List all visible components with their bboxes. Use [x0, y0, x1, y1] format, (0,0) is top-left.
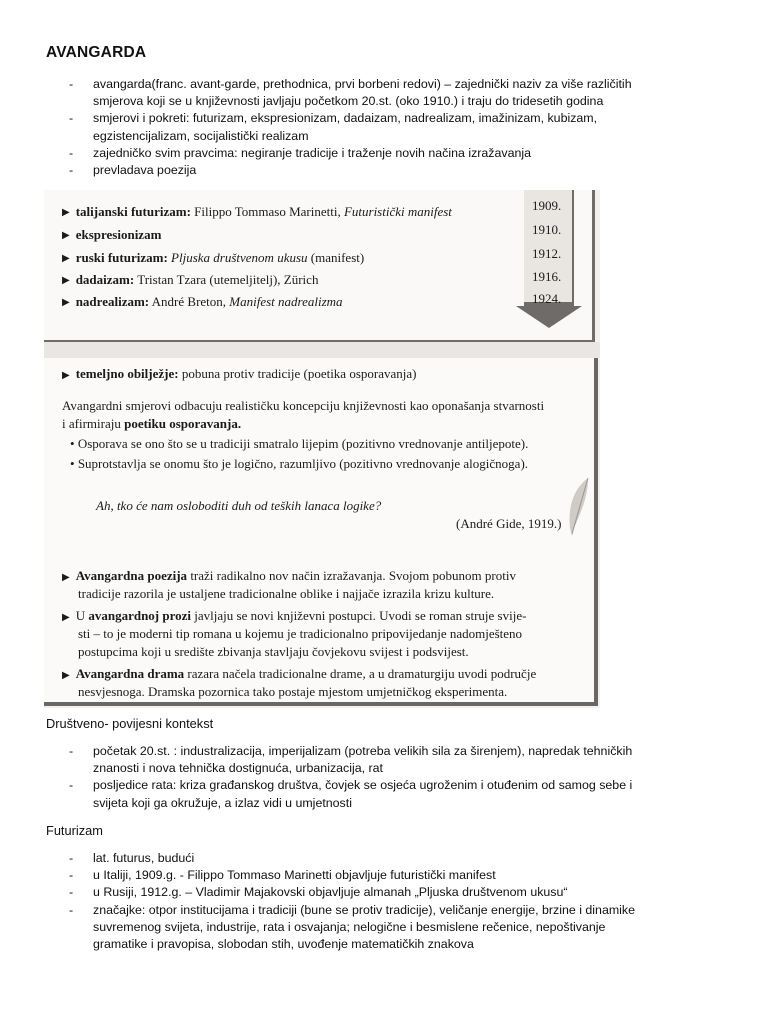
list-item: - smjerovi i pokreti: futurizam, ekspresionizam, dadaizam, nadrealizam, imažinizam, kubizam, egzistencijalizam, socijalistički realizam: [69, 111, 598, 143]
movement-row: ▶ ruski futurizam: Pljuska društvenom ukusu (manifest): [62, 250, 365, 265]
list-item: - značajke: otpor institucijama i tradiciji (bune se protiv tradicije), veličanje energije, brzine i dinamike suvremenog svijeta, industrije, rata i osvajanja; nelogične i besmislene rečenice, nepoštivanje gramatike i pravopisa, slobodan stih, uvođenje matematičkih znakova: [69, 902, 635, 952]
prose-line: postupcima koji u središte zbivanja stavljaju čovjekovu svijest i podsvijest.: [78, 644, 469, 659]
drama-line: nesvjesnoga. Dramska pozornica tako postaje mjestom umjetničkog eksperimenta.: [78, 684, 508, 699]
poetry-line: ▶ Avangardna poezija traži radikalno nov način izražavanja. Svojom pobunom protiv: [62, 568, 516, 583]
feature-line: ▶ temeljno obilježje: pobuna protiv tradicije (poetika osporavanja): [62, 366, 417, 381]
quote-source: (André Gide, 1919.): [456, 516, 562, 531]
bullet-line: • Osporava se ono što se u tradiciji smatralo lijepim (pozitivno vrednovanje antiljepote).: [70, 436, 529, 451]
movement-row: ▶ ekspresionizam: [62, 227, 162, 242]
paragraph-line: Avangardni smjerovi odbacuju realističku koncepciju književnosti kao oponašanja stvarnosti: [62, 398, 545, 413]
list-item: - prevladava poezija: [69, 163, 197, 178]
year-label: 1924.: [532, 291, 562, 306]
movement-row: ▶ nadrealizam: André Breton, Manifest nadrealizma: [62, 294, 343, 309]
list-item: - lat. futurus, budući: [69, 851, 195, 865]
context-list: [46, 743, 706, 812]
page-title: AVANGARDA: [46, 44, 147, 61]
year-label: 1910.: [532, 222, 562, 237]
movement-row: ▶ talijanski futurizam: Filippo Tommaso Marinetti, Futuristički manifest: [62, 204, 452, 219]
scanned-textbook-excerpt: [44, 190, 600, 708]
year-label: 1909.: [532, 198, 562, 213]
characteristics-box: [44, 358, 598, 706]
prose-line: ▶ U avangardnoj prozi javljaju se novi književni postupci. Uvodi se roman struje svije-: [62, 608, 527, 623]
intro-list: [46, 76, 706, 179]
movement-row: ▶ dadaizam: Tristan Tzara (utemeljitelj), Zürich: [62, 272, 319, 287]
section-heading: Društveno- povijesni kontekst: [46, 716, 214, 731]
paragraph-line: i afirmiraju poetiku osporavanja.: [62, 416, 242, 431]
movements-box: [44, 190, 595, 343]
futurism-list: [46, 850, 706, 953]
list-item: - u Italiji, 1909.g. - Filippo Tommaso Marinetti objavljuje futuristički manifest: [69, 868, 496, 883]
drama-line: ▶ Avangardna drama razara načela tradicionalne drame, a u dramaturgiju uvodi područje: [62, 666, 537, 681]
list-item: - posljedice rata: kriza građanskog društva, čovjek se osjeća ugroženim i otuđenim od samog sebe i svijeta koji ga okružuje, a izlaz vidi u umjetnosti: [69, 778, 633, 810]
bullet-line: • Suprotstavlja se onomu što je logično, razumljivo (pozitivno vrednovanje alogičnoga).: [70, 456, 529, 471]
list-item: - u Rusiji, 1912.g. – Vladimir Majakovski objavljuje almanah „Pljuska društvenom ukusu“: [69, 885, 568, 900]
poetry-line: tradicije razorila je ustaljene tradicionalne oblike i najjače izrazila krizu kulture.: [78, 586, 495, 601]
section-heading: Futurizam: [46, 823, 103, 838]
list-item: - avangarda(franc. avant-garde, prethodnica, prvi borbeni redovi) – zajednički naziv za više različitih smjerova koji se u književnosti javljaju početkom 20.st. (oko 1910.) i traju do tridesetih godina: [69, 77, 632, 109]
feather-icon: [566, 476, 592, 538]
year-label: 1912.: [532, 246, 562, 261]
year-label: 1916.: [532, 269, 562, 284]
scan-divider: [44, 342, 600, 358]
list-item: - zajedničko svim pravcima: negiranje tradicije i traženje novih načina izražavanja: [69, 145, 532, 160]
quote-text: Ah, tko će nam osloboditi duh od teških lanaca logike?: [96, 498, 382, 513]
list-item: - početak 20.st. : industralizacija, imperijalizam (potreba velikih sila za širenjem), napredak tehničkih znanosti i nova tehnička dostignuća, urbanizacija, rat: [69, 744, 633, 776]
prose-line: sti – to je moderni tip romana u kojemu je tradicionalno pripovijedanje nadomješteno: [78, 626, 523, 641]
